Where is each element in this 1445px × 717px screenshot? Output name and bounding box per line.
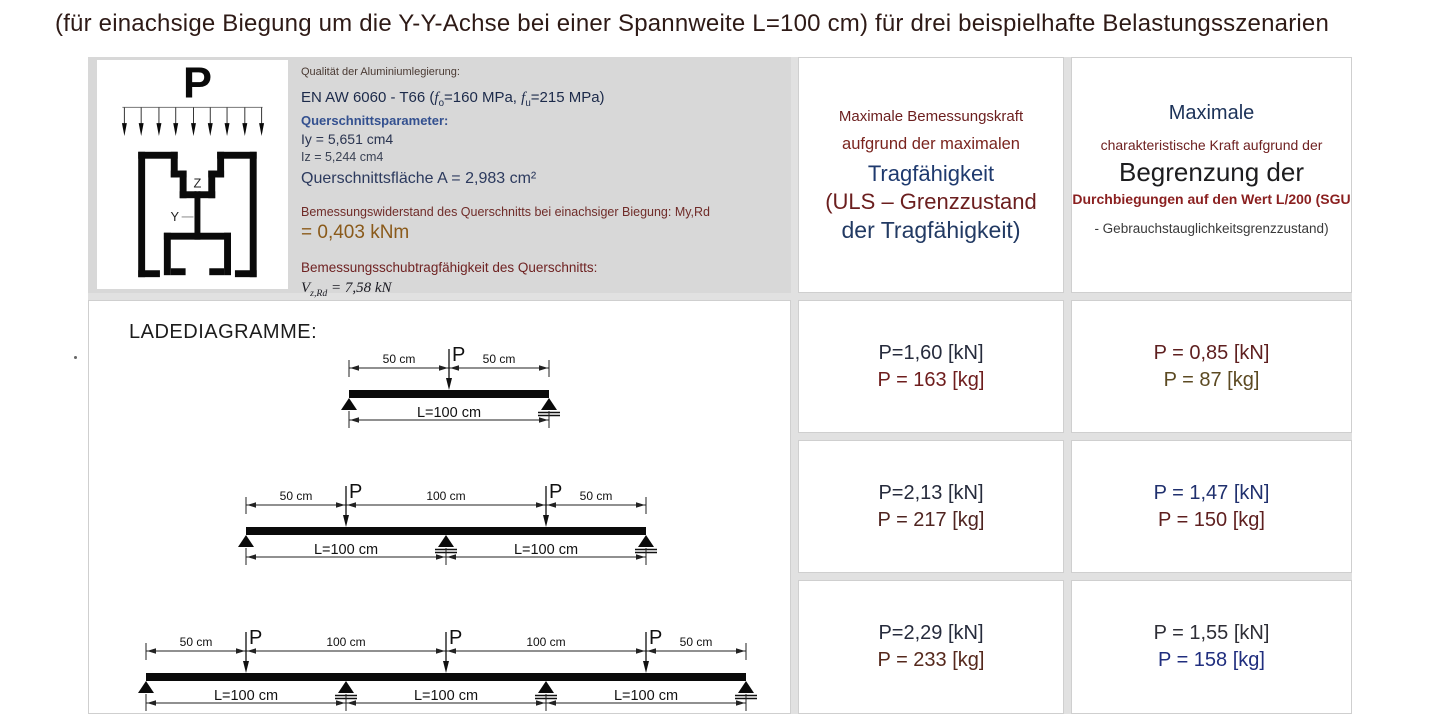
y-axis-label: Y (170, 208, 180, 224)
aluminium-profile-outline (138, 152, 256, 277)
section-properties-cell (88, 57, 791, 299)
svg-text:L=100 cm: L=100 cm (413, 688, 479, 704)
uls-header-line: Maximale Bemessungskraft (838, 108, 1024, 125)
shear-resistance-caption: Bemessungsschubtragfähigkeit des Querschnitts: (301, 260, 598, 275)
svg-text:100 cm: 100 cm (426, 489, 466, 503)
force-kn-value: P = 1,47 [kN] (1153, 481, 1270, 504)
uls-header-line: der Tragfähigkeit) (841, 217, 1021, 243)
sls-result-row-1 (1071, 300, 1352, 433)
svg-text:50 cm: 50 cm (579, 489, 613, 503)
uls-header-line: (ULS – Grenzzustand (825, 189, 1037, 214)
force-kn-value: P = 1,55 [kN] (1153, 622, 1270, 644)
svg-text:L=100 cm: L=100 cm (416, 405, 482, 421)
page-title: (für einachsige Biegung um die Y-Y-Achse bei einer Spannweite L=100 cm) für drei beispielhafte Belastungsszenarien (55, 10, 1330, 37)
svg-text:P: P (649, 627, 663, 649)
svg-text:50 cm: 50 cm (382, 352, 416, 366)
sls-header-line: Maximale (1168, 102, 1255, 124)
svg-text:P: P (452, 344, 466, 366)
svg-text:P: P (449, 627, 463, 649)
svg-text:100 cm: 100 cm (326, 635, 366, 649)
force-kg-value: P = 87 [kg] (1163, 368, 1260, 391)
svg-text:L=100 cm: L=100 cm (313, 542, 379, 558)
svg-text:L=100 cm: L=100 cm (613, 688, 679, 704)
force-kg-value: P = 158 [kg] (1158, 649, 1265, 671)
force-kg-value: P = 233 [kg] (877, 649, 985, 671)
svg-text:100 cm: 100 cm (526, 635, 566, 649)
section-properties-text (301, 66, 783, 299)
uls-header-cell (798, 57, 1064, 293)
alloy-value: EN AW 6060 - T66 ($f_o=160$ MPa, $f_u=215$ MPa) (301, 89, 605, 109)
load-diagrams-title: LADEDIAGRAMME: (129, 321, 318, 343)
inertia-y-value: Iy = 5,651 cm4 (301, 131, 394, 147)
svg-text:50 cm: 50 cm (482, 352, 516, 366)
beam-diagram-2 (232, 478, 660, 571)
uls-header-line: aufgrund der maximalen (842, 135, 1020, 153)
stray-dot (74, 356, 77, 359)
profile-cross-section-figure (97, 60, 288, 289)
results-table (88, 57, 1352, 714)
sls-header-cell (1071, 57, 1352, 293)
svg-text:L=100 cm: L=100 cm (213, 688, 279, 704)
z-axis-label: Z (193, 175, 202, 191)
force-kn-value: P=2,13 [kN] (878, 481, 984, 504)
area-value: Querschnittsfläche A = 2,983 cm² (301, 170, 537, 187)
uls-result-row-2 (798, 440, 1064, 573)
force-kg-value: P = 150 [kg] (1158, 508, 1265, 531)
sls-header-line: charakteristische Kraft aufgrund der (1100, 137, 1323, 153)
sls-header-line: Begrenzung der (1118, 157, 1305, 187)
sls-result-row-2 (1071, 440, 1352, 573)
force-kn-value: P=1,60 [kN] (878, 341, 984, 364)
svg-text:P: P (349, 481, 363, 503)
force-kg-value: P = 163 [kg] (877, 368, 985, 391)
svg-text:P: P (249, 627, 263, 649)
moment-resistance-caption: Bemessungswiderstand des Querschnitts bei einachsiger Biegung: My,Rd (301, 205, 711, 219)
uls-header-line: Tragfähigkeit (867, 161, 995, 186)
cross-section-drawing (97, 60, 288, 289)
distributed-load-arrows (122, 107, 264, 136)
beam-diagram-1 (335, 341, 563, 434)
uls-result-row-1 (798, 300, 1064, 433)
params-caption: Querschnittsparameter: (301, 113, 449, 128)
force-kg-value: P = 217 [kg] (877, 508, 985, 531)
force-kn-value: P = 0,85 [kN] (1153, 341, 1270, 364)
moment-resistance-value: = 0,403 kNm (301, 222, 410, 243)
svg-text:P: P (549, 481, 563, 503)
beam-diagram-3 (132, 624, 760, 717)
load-diagrams-cell (88, 300, 791, 714)
sls-result-row-3 (1071, 580, 1352, 714)
point-load-label: P (182, 59, 212, 108)
uls-result-row-3 (798, 580, 1064, 714)
force-kn-value: P=2,29 [kN] (878, 622, 984, 644)
shear-resistance-value: $V_{z,Rd} = 7,58$ kN (301, 280, 392, 299)
svg-text:50 cm: 50 cm (179, 635, 213, 649)
alloy-caption: Qualität der Aluminiumlegierung: (301, 66, 460, 78)
svg-text:50 cm: 50 cm (679, 635, 713, 649)
sls-header-line: - Gebrauchstauglichkeitsgrenzzustand) (1094, 221, 1329, 236)
svg-text:50 cm: 50 cm (279, 489, 313, 503)
svg-text:L=100 cm: L=100 cm (513, 542, 579, 558)
sls-header-line: Durchbiegungen auf den Wert L/200 (SGU (1072, 191, 1351, 207)
inertia-z-value: Iz = 5,244 cm4 (301, 150, 384, 164)
